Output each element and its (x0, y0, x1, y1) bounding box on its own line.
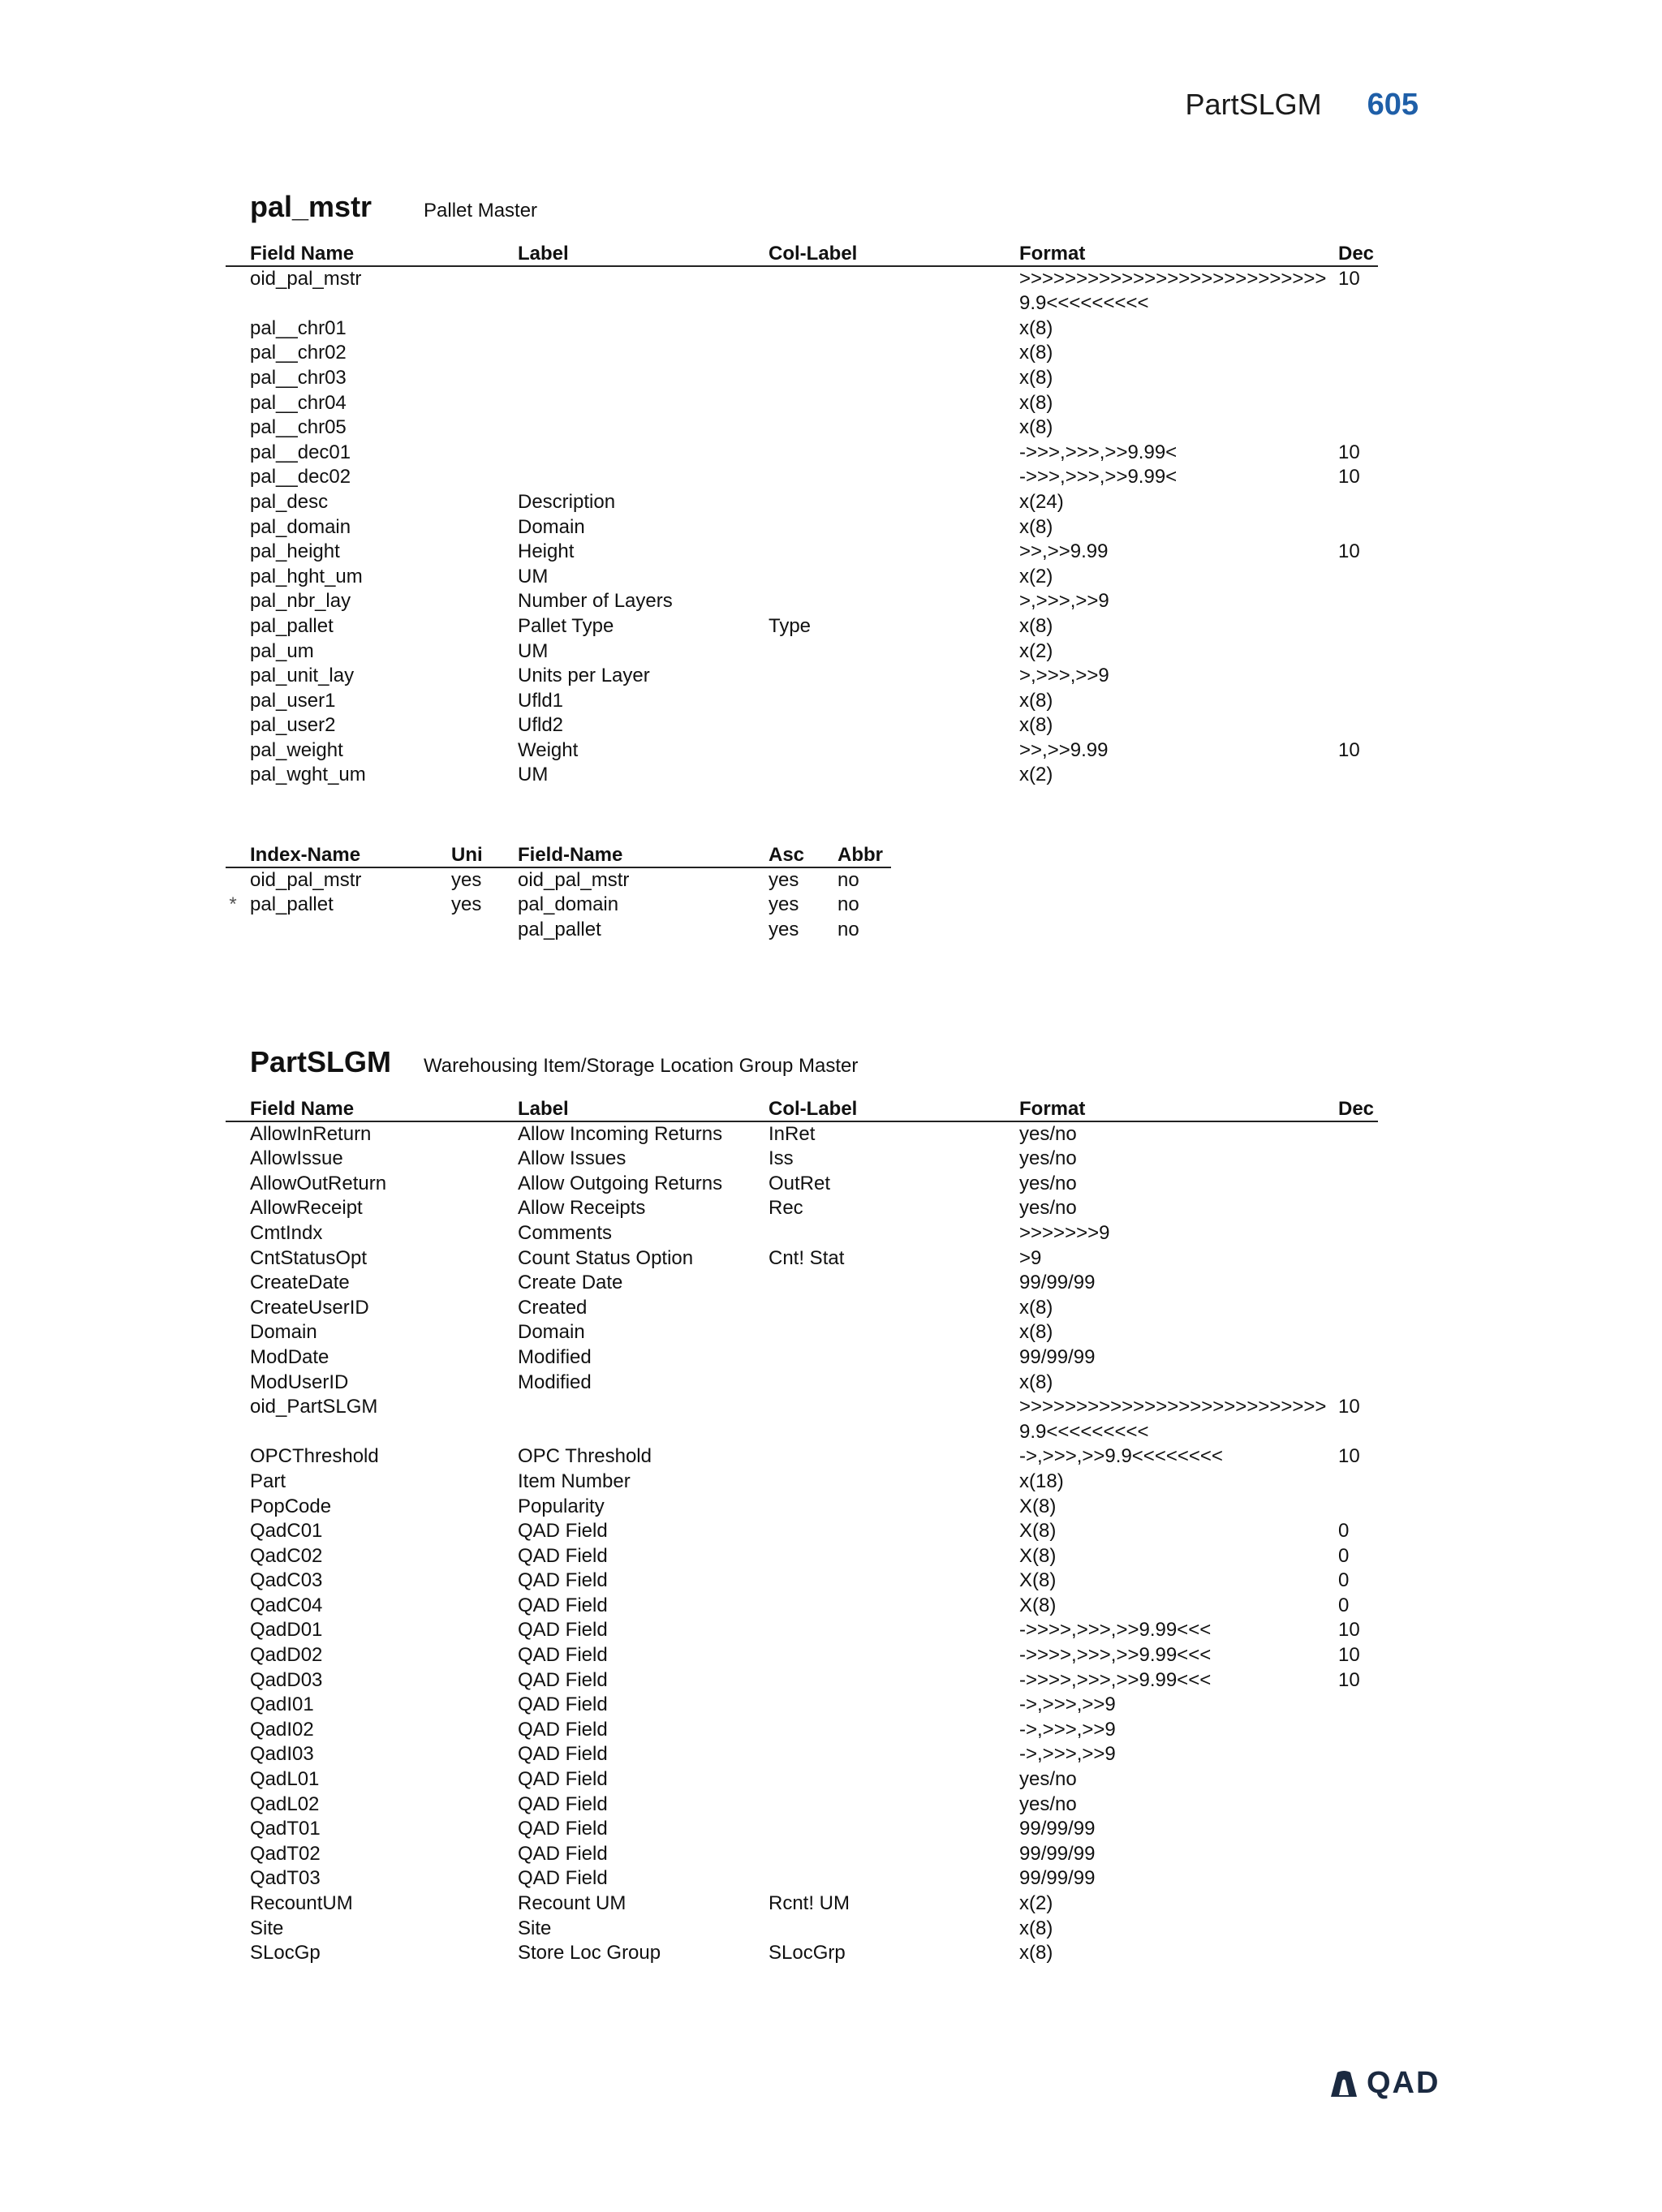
pal-mstr-index-table (226, 843, 891, 942)
field-name: pal__chr03 (250, 366, 347, 389)
field-format: x(8) (1019, 391, 1053, 414)
field-label: Number of Layers (518, 590, 673, 613)
page-number: 605 (1367, 88, 1419, 122)
field-format: x(8) (1019, 342, 1053, 364)
field-row (226, 1444, 1378, 1470)
field-row (226, 1172, 1378, 1197)
field-label: Count Status Option (518, 1246, 694, 1269)
field-name: QadD03 (250, 1668, 323, 1691)
field-dec: 10 (1338, 1445, 1360, 1468)
field-format: x(8) (1019, 689, 1053, 712)
field-row (226, 1246, 1378, 1272)
index-abbreviated: no (837, 868, 859, 891)
table-name: pal_mstr (250, 190, 372, 223)
field-label: Weight (518, 738, 579, 761)
field-label: OPC Threshold (518, 1445, 652, 1468)
field-name: Site (250, 1917, 284, 1939)
field-row (226, 391, 1378, 416)
field-label: QAD Field (518, 1668, 608, 1691)
field-name: AllowIssue (250, 1147, 343, 1170)
field-label: Units per Layer (518, 665, 650, 687)
field-name: QadD02 (250, 1644, 323, 1667)
field-row (226, 540, 1378, 565)
field-format: ->>>>,>>>,>>9.99<<< (1019, 1644, 1212, 1667)
field-row (226, 738, 1378, 764)
field-row (226, 1519, 1378, 1544)
field-format: >>>>>>>>>>>>>>>>>>>>>>>>>>>9.9<<<<<<<<< (1019, 267, 1327, 315)
field-dec: 0 (1338, 1569, 1350, 1592)
field-row (226, 1371, 1378, 1396)
field-name: Domain (250, 1321, 317, 1344)
field-dec: 10 (1338, 1668, 1360, 1691)
field-row (226, 1221, 1378, 1246)
field-row (226, 1742, 1378, 1767)
field-row (226, 1495, 1378, 1520)
column-header-dec: Dec (1338, 1098, 1375, 1120)
field-format: yes/no (1019, 1792, 1077, 1815)
field-name: pal__chr04 (250, 391, 347, 414)
table-header (226, 1097, 1378, 1122)
field-name: oid_PartSLGM (250, 1396, 378, 1418)
field-format: ->>>,>>>,>>9.99< (1019, 466, 1178, 488)
field-format: yes/no (1019, 1172, 1077, 1194)
field-name: QadC01 (250, 1520, 323, 1543)
field-format: >>,>>9.99 (1019, 540, 1109, 563)
field-format: x(8) (1019, 366, 1053, 389)
field-name: AllowInReturn (250, 1122, 372, 1145)
field-dec: 10 (1338, 441, 1360, 463)
field-dec: 10 (1338, 1619, 1360, 1642)
field-format: X(8) (1019, 1495, 1057, 1517)
field-name: QadT02 (250, 1842, 321, 1865)
field-format: 99/99/99 (1019, 1867, 1096, 1890)
field-name: Part (250, 1470, 286, 1492)
field-format: x(24) (1019, 490, 1064, 513)
field-row (226, 515, 1378, 540)
field-label: QAD Field (518, 1594, 608, 1616)
column-header-label: Label (518, 243, 569, 265)
field-row (226, 490, 1378, 515)
field-label: Ufld2 (518, 714, 564, 737)
field-label: UM (518, 565, 549, 587)
field-format: yes/no (1019, 1122, 1077, 1145)
field-label: Allow Receipts (518, 1197, 646, 1220)
field-row (226, 1767, 1378, 1792)
column-header-uni: Uni (451, 844, 483, 866)
field-name: SLocGp (250, 1942, 321, 1965)
field-name: QadT03 (250, 1867, 321, 1890)
field-col-label: Cnt! Stat (769, 1246, 845, 1269)
index-ascending: yes (769, 868, 799, 891)
field-label: QAD Field (518, 1842, 608, 1865)
index-field-name: oid_pal_mstr (518, 868, 630, 891)
index-row (226, 918, 891, 943)
field-dec: 10 (1338, 1644, 1360, 1667)
partslgm-title (250, 1045, 858, 1079)
field-label: QAD Field (518, 1792, 608, 1815)
field-row (226, 1544, 1378, 1569)
field-name: pal_unit_lay (250, 665, 355, 687)
field-label: QAD Field (518, 1867, 608, 1890)
index-ascending: yes (769, 918, 799, 940)
field-col-label: InRet (769, 1122, 816, 1145)
field-format: >,>>>,>>9 (1019, 665, 1109, 687)
field-label: QAD Field (518, 1768, 608, 1791)
field-name: pal__dec01 (250, 441, 351, 463)
column-header-field-name: Field Name (250, 243, 355, 265)
field-name: QadC03 (250, 1569, 323, 1592)
field-label: Recount UM (518, 1892, 626, 1914)
column-header-asc: Asc (769, 844, 805, 866)
field-row (226, 1891, 1378, 1917)
logo-text: QAD (1367, 2066, 1440, 2100)
field-row (226, 1917, 1378, 1942)
table-description: Pallet Master (424, 200, 538, 222)
field-label: QAD Field (518, 1818, 608, 1840)
field-label: QAD Field (518, 1619, 608, 1642)
pal-mstr-title (250, 190, 537, 224)
field-col-label: OutRet (769, 1172, 831, 1194)
field-row (226, 664, 1378, 689)
field-row (226, 1817, 1378, 1842)
field-row (226, 1395, 1378, 1444)
field-label: Created (518, 1296, 588, 1319)
pal-mstr-field-table (226, 242, 1378, 788)
field-format: ->,>>>,>>9 (1019, 1693, 1116, 1716)
field-row (226, 1668, 1378, 1693)
field-row (226, 465, 1378, 490)
index-name: pal_pallet (250, 893, 334, 916)
field-name: RecountUM (250, 1892, 353, 1914)
index-row (226, 868, 891, 893)
field-format: ->,>>>,>>9 (1019, 1743, 1116, 1766)
field-label: Description (518, 490, 616, 513)
field-row (226, 415, 1378, 441)
field-row (226, 441, 1378, 466)
field-label: QAD Field (518, 1718, 608, 1741)
field-row (226, 1941, 1378, 1966)
field-format: ->>>>,>>>,>>9.99<<< (1019, 1668, 1212, 1691)
field-row (226, 1320, 1378, 1345)
field-label: Allow Outgoing Returns (518, 1172, 723, 1194)
index-name: oid_pal_mstr (250, 868, 362, 891)
field-format: yes/no (1019, 1147, 1077, 1170)
field-format: x(8) (1019, 1917, 1053, 1939)
qad-logo (1328, 2066, 1440, 2101)
field-format: X(8) (1019, 1544, 1057, 1567)
field-name: pal_desc (250, 490, 329, 513)
field-row (226, 1569, 1378, 1594)
field-name: CreateDate (250, 1272, 350, 1294)
field-dec: 0 (1338, 1520, 1350, 1543)
field-label: Modified (518, 1371, 592, 1393)
field-row (226, 565, 1378, 590)
field-label: QAD Field (518, 1520, 608, 1543)
index-field-name: pal_domain (518, 893, 619, 916)
field-name: pal_height (250, 540, 340, 563)
index-unique: yes (451, 893, 482, 916)
field-name: pal_hght_um (250, 565, 363, 587)
column-header-col-label: Col-Label (769, 1098, 858, 1120)
field-name: AllowOutReturn (250, 1172, 387, 1194)
field-format: X(8) (1019, 1569, 1057, 1592)
field-format: x(2) (1019, 639, 1053, 662)
field-format: >>>>>>>9 (1019, 1221, 1110, 1244)
field-label: Create Date (518, 1272, 623, 1294)
field-format: x(8) (1019, 714, 1053, 737)
field-name: pal__dec02 (250, 466, 351, 488)
field-format: 99/99/99 (1019, 1272, 1096, 1294)
field-label: Popularity (518, 1495, 605, 1517)
field-label: UM (518, 639, 549, 662)
field-format: 99/99/99 (1019, 1842, 1096, 1865)
column-header-field-name: Field-Name (518, 844, 623, 866)
field-format: x(8) (1019, 1321, 1053, 1344)
field-name: pal_user1 (250, 689, 336, 712)
field-label: Pallet Type (518, 614, 614, 637)
field-format: 99/99/99 (1019, 1818, 1096, 1840)
field-name: QadT01 (250, 1818, 321, 1840)
column-header-abbr: Abbr (837, 844, 883, 866)
table-header (226, 242, 1378, 267)
field-format: x(8) (1019, 316, 1053, 339)
field-col-label: Rcnt! UM (769, 1892, 850, 1914)
field-label: UM (518, 764, 549, 786)
field-row (226, 1345, 1378, 1371)
field-name: QadC04 (250, 1594, 323, 1616)
field-format: x(8) (1019, 1371, 1053, 1393)
field-dec: 10 (1338, 1396, 1360, 1418)
field-label: Site (518, 1917, 552, 1939)
field-name: AllowReceipt (250, 1197, 363, 1220)
field-label: Allow Incoming Returns (518, 1122, 723, 1145)
field-name: pal__chr02 (250, 342, 347, 364)
field-name: oid_pal_mstr (250, 267, 362, 290)
partslgm-field-table (226, 1097, 1378, 1966)
field-label: QAD Field (518, 1743, 608, 1766)
field-name: pal_user2 (250, 714, 336, 737)
field-col-label: Rec (769, 1197, 803, 1220)
field-dec: 0 (1338, 1594, 1350, 1616)
field-name: PopCode (250, 1495, 332, 1517)
field-row (226, 1866, 1378, 1891)
field-col-label: Iss (769, 1147, 794, 1170)
field-col-label: Type (769, 614, 812, 637)
field-format: x(8) (1019, 1296, 1053, 1319)
field-row (226, 713, 1378, 738)
index-row (226, 893, 891, 918)
field-row (226, 589, 1378, 614)
field-row (226, 639, 1378, 665)
table-name: PartSLGM (250, 1045, 392, 1078)
field-row (226, 614, 1378, 639)
field-name: ModUserID (250, 1371, 349, 1393)
field-format: X(8) (1019, 1520, 1057, 1543)
column-header-label: Label (518, 1098, 569, 1120)
field-name: pal_pallet (250, 614, 334, 637)
field-name: pal__chr05 (250, 416, 347, 439)
field-format: x(2) (1019, 565, 1053, 587)
field-format: x(8) (1019, 614, 1053, 637)
field-row (226, 1296, 1378, 1321)
qad-logo-icon (1328, 2068, 1360, 2100)
field-row (226, 1271, 1378, 1296)
field-name: QadI03 (250, 1743, 314, 1766)
field-name: QadC02 (250, 1544, 323, 1567)
field-row (226, 341, 1378, 366)
field-format: ->,>>>,>>9.9<<<<<<<< (1019, 1445, 1223, 1468)
field-row (226, 1718, 1378, 1743)
field-row (226, 1693, 1378, 1718)
index-ascending: yes (769, 893, 799, 916)
field-format: yes/no (1019, 1197, 1077, 1220)
field-format: 99/99/99 (1019, 1345, 1096, 1368)
field-row (226, 689, 1378, 714)
field-label: Store Loc Group (518, 1942, 661, 1965)
field-dec: 10 (1338, 466, 1360, 488)
field-row (226, 316, 1378, 342)
field-label: Ufld1 (518, 689, 564, 712)
field-label: QAD Field (518, 1569, 608, 1592)
field-row (226, 366, 1378, 391)
field-label: QAD Field (518, 1544, 608, 1567)
index-unique: yes (451, 868, 482, 891)
index-abbreviated: no (837, 893, 859, 916)
field-format: ->>>,>>>,>>9.99< (1019, 441, 1178, 463)
field-row (226, 1792, 1378, 1818)
field-row (226, 1643, 1378, 1668)
field-format: >,>>>,>>9 (1019, 590, 1109, 613)
running-title: PartSLGM (1185, 88, 1322, 121)
field-label: Comments (518, 1221, 613, 1244)
field-dec: 10 (1338, 540, 1360, 563)
field-format: yes/no (1019, 1768, 1077, 1791)
field-label: QAD Field (518, 1644, 608, 1667)
field-row (226, 1147, 1378, 1172)
field-format: >>,>>9.99 (1019, 738, 1109, 761)
column-header-format: Format (1019, 243, 1086, 265)
column-header-index-name: Index-Name (250, 844, 361, 866)
field-format: x(18) (1019, 1470, 1064, 1492)
field-row (226, 1594, 1378, 1619)
field-format: x(2) (1019, 764, 1053, 786)
field-format: ->,>>>,>>9 (1019, 1718, 1116, 1741)
field-format: x(8) (1019, 515, 1053, 538)
field-format: >>>>>>>>>>>>>>>>>>>>>>>>>>>9.9<<<<<<<<< (1019, 1396, 1327, 1443)
field-name: pal_wght_um (250, 764, 366, 786)
field-name: pal__chr01 (250, 316, 347, 339)
field-dec: 0 (1338, 1544, 1350, 1567)
running-header (1186, 88, 1419, 123)
field-name: QadI02 (250, 1718, 314, 1741)
field-label: Modified (518, 1345, 592, 1368)
column-header-field-name: Field Name (250, 1098, 355, 1120)
field-format: x(8) (1019, 416, 1053, 439)
field-name: QadI01 (250, 1693, 314, 1716)
column-header-dec: Dec (1338, 243, 1375, 265)
field-label: Domain (518, 1321, 585, 1344)
field-name: pal_um (250, 639, 314, 662)
field-label: Height (518, 540, 575, 563)
field-format: x(2) (1019, 1892, 1053, 1914)
field-format: >9 (1019, 1246, 1042, 1269)
field-format: x(8) (1019, 1942, 1053, 1965)
field-name: CmtIndx (250, 1221, 323, 1244)
field-row (226, 763, 1378, 788)
field-name: QadD01 (250, 1619, 323, 1642)
field-name: pal_nbr_lay (250, 590, 351, 613)
field-row (226, 1618, 1378, 1643)
field-row (226, 1842, 1378, 1867)
field-row (226, 1122, 1378, 1147)
field-format: ->>>>,>>>,>>9.99<<< (1019, 1619, 1212, 1642)
field-format: X(8) (1019, 1594, 1057, 1616)
field-name: pal_weight (250, 738, 343, 761)
field-row (226, 1470, 1378, 1495)
field-label: QAD Field (518, 1693, 608, 1716)
field-name: QadL02 (250, 1792, 320, 1815)
field-label: Domain (518, 515, 585, 538)
field-name: OPCThreshold (250, 1445, 379, 1468)
field-row (226, 1196, 1378, 1221)
field-col-label: SLocGrp (769, 1942, 846, 1965)
primary-index-marker: * (229, 893, 237, 916)
column-header-format: Format (1019, 1098, 1086, 1120)
field-name: QadL01 (250, 1768, 320, 1791)
field-name: CntStatusOpt (250, 1246, 368, 1269)
field-label: Allow Issues (518, 1147, 626, 1170)
index-field-name: pal_pallet (518, 918, 601, 940)
column-header-col-label: Col-Label (769, 243, 858, 265)
index-table-header (226, 843, 891, 868)
field-label: Item Number (518, 1470, 631, 1492)
index-abbreviated: no (837, 918, 859, 940)
field-row (226, 267, 1378, 316)
field-name: pal_domain (250, 515, 351, 538)
table-description: Warehousing Item/Storage Location Group Master (424, 1055, 859, 1077)
field-name: CreateUserID (250, 1296, 369, 1319)
field-name: ModDate (250, 1345, 329, 1368)
field-dec: 10 (1338, 738, 1360, 761)
field-dec: 10 (1338, 267, 1360, 290)
